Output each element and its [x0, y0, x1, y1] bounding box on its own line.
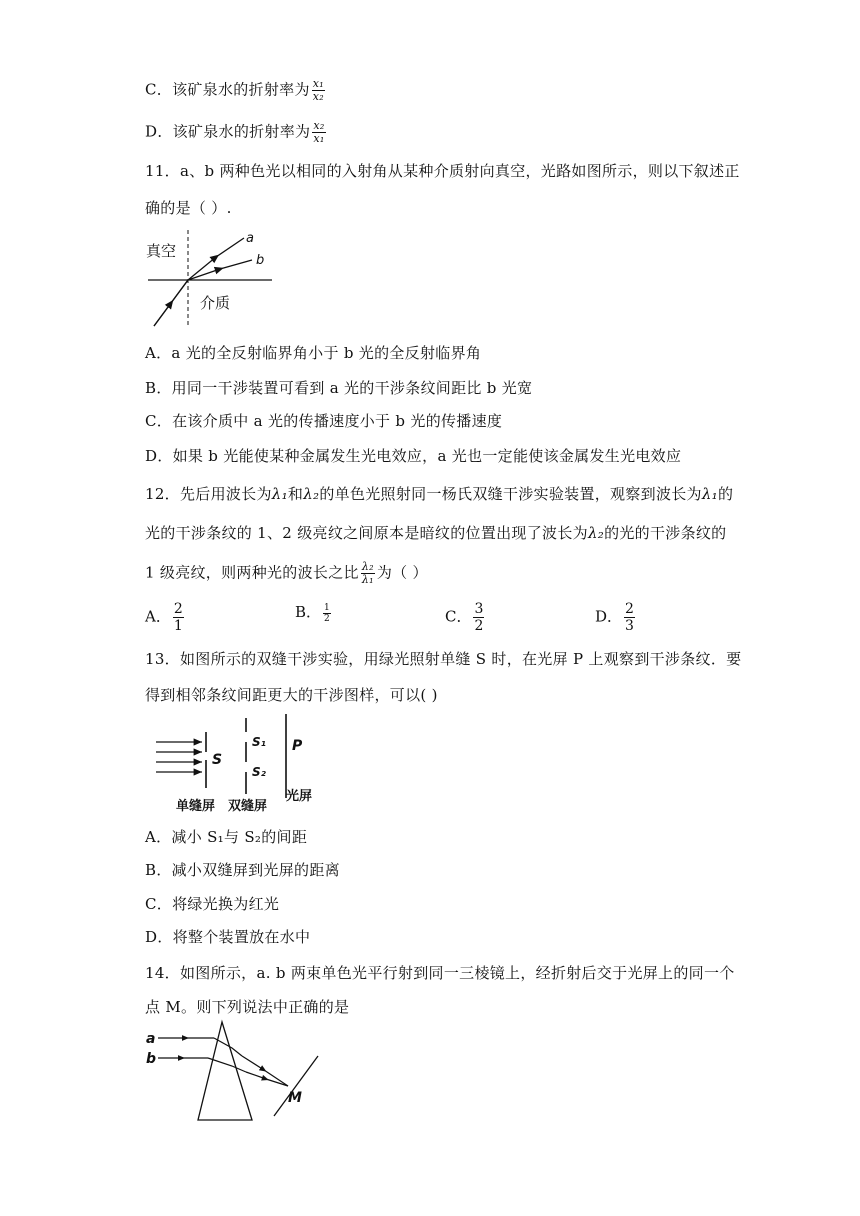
ray-b-in-prism — [208, 1058, 246, 1072]
q11-option-a: A．a 光的全反射临界角小于 b 光的全反射临界角 — [145, 344, 482, 362]
q12-stem-line3 — [145, 561, 428, 586]
option-fraction — [624, 601, 635, 634]
q11-stem-line2: 确的是（ ）. — [145, 199, 232, 217]
q10-option-d-fraction — [312, 120, 325, 145]
q10-option-d — [145, 120, 328, 145]
slit-s-label: S — [212, 752, 223, 768]
q10-option-c — [145, 78, 327, 103]
text-fragment: 的光的干涉条纹的 — [604, 524, 727, 542]
q14-stem-line2: 点 M。则下列说法中正确的是 — [145, 998, 350, 1016]
ray-a-label: a — [146, 1031, 156, 1047]
text-fragment: 的 — [718, 485, 734, 503]
q13-option-a: A．减小 S₁与 S₂的间距 — [145, 828, 308, 846]
wavelength-ratio-fraction — [361, 561, 375, 586]
point-m-label: M — [288, 1090, 302, 1106]
lambda2-symbol: λ₂ — [587, 524, 605, 542]
q12-stem-line2 — [145, 522, 726, 544]
fraction-denominator: 1 — [173, 618, 183, 634]
q13-stem-line2: 得到相邻条纹间距更大的干涉图样，可以( ) — [145, 686, 438, 704]
option-label: A． — [145, 607, 171, 626]
fraction-numerator: 2 — [625, 601, 634, 617]
slit-s1-label: S₁ — [252, 735, 266, 749]
vacuum-label: 真空 — [146, 242, 177, 260]
q10-option-c-text: C．该矿泉水的折射率为 — [145, 80, 310, 99]
fraction-numerator: 3 — [474, 601, 484, 617]
light-screen-line — [274, 1056, 318, 1116]
text-fragment: 12．先后用波长为 — [145, 485, 272, 503]
fraction-denominator: 3 — [625, 618, 634, 634]
q12-option-b — [295, 601, 333, 624]
ray-b-label: b — [256, 253, 265, 268]
text-fragment: 为（ ） — [376, 563, 428, 582]
fraction-denominator: λ₁ — [361, 573, 374, 586]
q14-stem-line1: 14．如图所示，a. b 两束单色光平行射到同一三棱镜上，经折射后交于光屏上的同一个 — [145, 964, 735, 982]
q11-option-b: B．用同一干涉装置可看到 a 光的干涉条纹间距比 b 光宽 — [145, 379, 533, 397]
screen-p-label: P — [292, 738, 303, 754]
text-fragment: 光的干涉条纹的 1、2 级亮纹之间原本是暗纹的位置出现了波长为 — [145, 524, 588, 542]
q11-option-c: C．在该介质中 a 光的传播速度小于 b 光的传播速度 — [145, 412, 503, 430]
q12-option-a — [145, 601, 186, 634]
slit-s2-label: S₂ — [252, 765, 266, 779]
text-fragment: 和 — [287, 485, 304, 503]
q13-option-d: D．将整个装置放在水中 — [145, 928, 311, 946]
q13-stem-line1: 13．如图所示的双缝干涉实验，用绿光照射单缝 S 时，在光屏 P 上观察到干涉条纹．要 — [145, 650, 742, 668]
fraction-denominator: x₁ — [313, 132, 325, 145]
q14-prism-figure — [142, 1016, 332, 1136]
option-fraction — [473, 601, 484, 634]
fraction-numerator: x₂ — [313, 119, 325, 132]
ray-a-exit — [242, 1056, 288, 1086]
fraction-denominator: x₂ — [312, 90, 324, 103]
lambda2-symbol: λ₂ — [303, 485, 320, 503]
q12-option-c — [445, 601, 486, 634]
fraction-numerator: λ₂ — [361, 560, 374, 573]
medium-label: 介质 — [200, 294, 231, 312]
single-slit-screen-label: 单缝屏 — [176, 799, 216, 814]
lambda1-symbol: λ₁ — [271, 485, 288, 503]
fraction-numerator: 2 — [173, 601, 183, 617]
fraction-numerator: x₁ — [312, 77, 324, 90]
lambda1-symbol: λ₁ — [701, 485, 718, 503]
q13-double-slit-figure — [150, 712, 330, 818]
q11-refraction-figure — [140, 228, 280, 330]
ray-b — [188, 260, 252, 280]
light-screen-label: 光屏 — [286, 789, 313, 804]
q12-stem-line1 — [145, 483, 733, 505]
option-label: C． — [445, 607, 472, 626]
q13-option-c: C．将绿光换为红光 — [145, 895, 280, 913]
option-label: D． — [595, 607, 623, 626]
q13-option-b: B．减小双缝屏到光屏的距离 — [145, 861, 340, 879]
q10-option-c-fraction — [312, 78, 325, 103]
ray-b-exit — [246, 1072, 288, 1086]
fraction-denominator: 2 — [324, 613, 330, 624]
option-fraction — [323, 603, 331, 624]
option-label: B． — [295, 603, 322, 621]
ray-b-label: b — [146, 1051, 157, 1067]
fraction-numerator: 1 — [324, 602, 330, 613]
q12-option-d — [595, 601, 637, 634]
text-fragment: 的单色光照射同一杨氏双缝干涉实验装置，观察到波长为 — [319, 485, 702, 503]
ray-a-label: a — [246, 231, 254, 246]
option-fraction — [173, 601, 184, 634]
q11-stem-line1: 11．a、b 两种色光以相同的入射角从某种介质射向真空，光路如图所示，则以下叙述正 — [145, 162, 740, 180]
double-slit-screen-label: 双缝屏 — [228, 799, 268, 814]
fraction-denominator: 2 — [474, 618, 484, 634]
text-fragment: 1 级亮纹，则两种光的波长之比 — [145, 563, 359, 582]
q11-option-d: D．如果 b 光能使某种金属发生光电效应，a 光也一定能使该金属发生光电效应 — [145, 447, 682, 465]
q10-option-d-text: D．该矿泉水的折射率为 — [145, 122, 311, 141]
ray-a — [188, 238, 244, 280]
